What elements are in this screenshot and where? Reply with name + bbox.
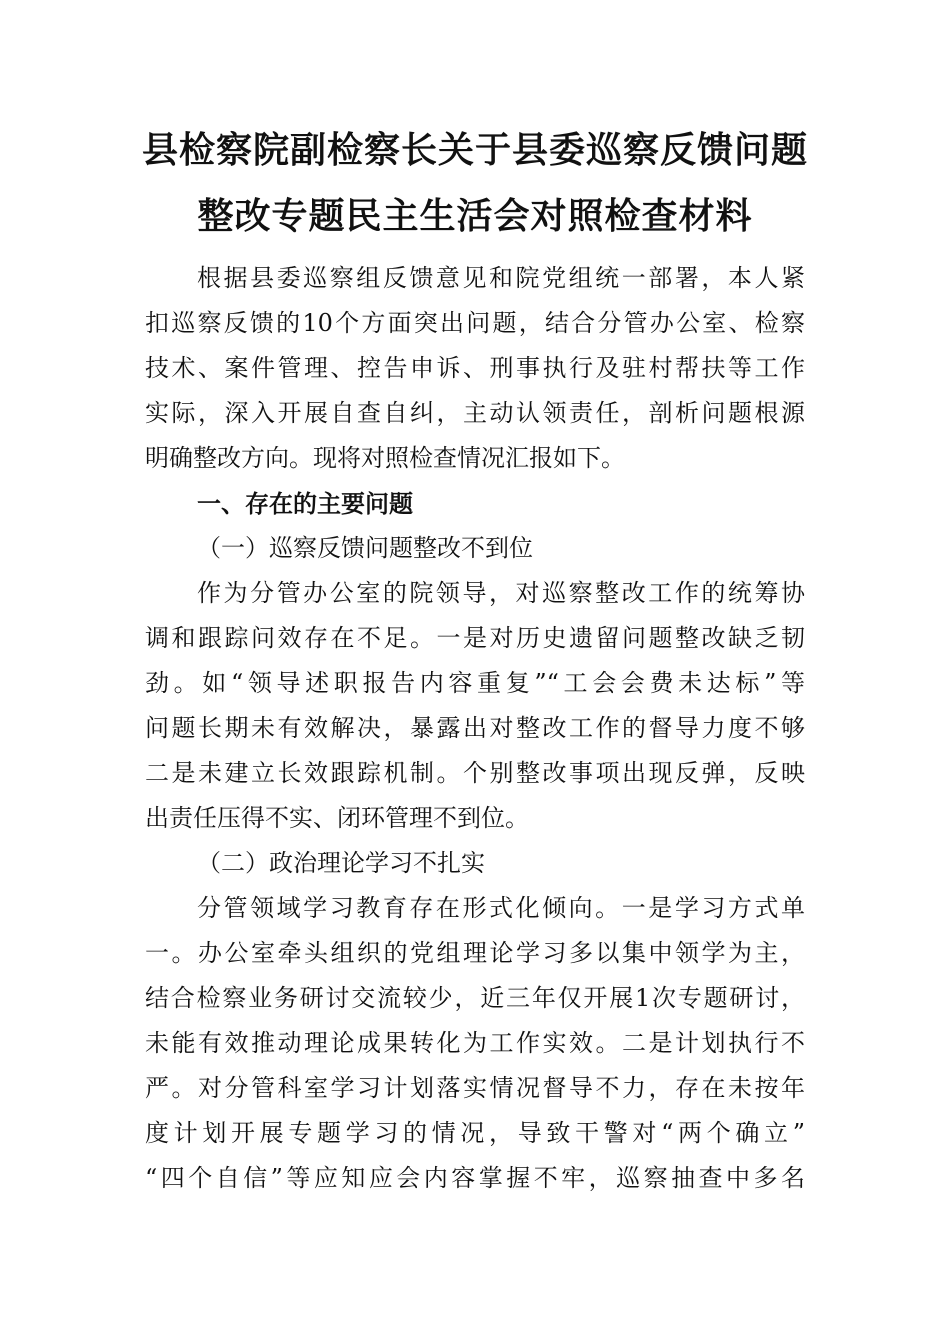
subsection-heading bbox=[145, 526, 805, 571]
text-line: 问题长期未有效解决，暴露出对整改工作的督导力度不够 bbox=[145, 714, 805, 742]
paragraph bbox=[145, 571, 805, 841]
text-line: “四个自信”等应知应会内容掌握不牢，巡察抽查中多名 bbox=[145, 1164, 805, 1192]
text-line: 分管领域学习教育存在形式化倾向。一是学习方式单 bbox=[197, 894, 805, 922]
text-line: 实际，深入开展自查自纠，主动认领责任，剖析问题根源 bbox=[145, 399, 805, 427]
document-body bbox=[145, 256, 805, 1201]
text-line: （一）巡察反馈问题整改不到位 bbox=[197, 534, 533, 562]
text-line: 扣巡察反馈的10个方面突出问题，结合分管办公室、检察 bbox=[145, 309, 805, 337]
document-title-line-2: 整改专题民主生活会对照检查材料 bbox=[197, 195, 753, 237]
text-line: （二）政治理论学习不扎实 bbox=[197, 849, 485, 877]
text-line: 二是未建立长效跟踪机制。个别整改事项出现反弹，反映 bbox=[145, 759, 805, 787]
text-line: 明确整改方向。现将对照检查情况汇报如下。 bbox=[145, 444, 625, 472]
text-line: 严。对分管科室学习计划落实情况督导不力，存在未按年 bbox=[145, 1074, 805, 1102]
paragraph bbox=[145, 886, 805, 1201]
section-heading bbox=[145, 481, 805, 526]
text-line: 未能有效推动理论成果转化为工作实效。二是计划执行不 bbox=[145, 1029, 805, 1057]
text-line: 一、存在的主要问题 bbox=[197, 489, 413, 518]
text-line: 结合检察业务研讨交流较少，近三年仅开展1次专题研讨， bbox=[145, 984, 805, 1012]
text-line: 度计划开展专题学习的情况，导致干警对“两个确立” bbox=[145, 1119, 805, 1147]
paragraph bbox=[145, 256, 805, 481]
text-line: 调和跟踪问效存在不足。一是对历史遗留问题整改缺乏韧 bbox=[145, 624, 805, 652]
document-title-line-1: 县检察院副检察长关于县委巡察反馈问题 bbox=[141, 129, 808, 171]
text-line: 一。办公室牵头组织的党组理论学习多以集中领学为主， bbox=[145, 939, 805, 967]
text-line: 劲。如“领导述职报告内容重复”“工会会费未达标”等 bbox=[145, 669, 805, 697]
text-line: 出责任压得不实、闭环管理不到位。 bbox=[145, 804, 529, 832]
text-line: 技术、案件管理、控告申诉、刑事执行及驻村帮扶等工作 bbox=[145, 354, 805, 382]
text-line: 作为分管办公室的院领导，对巡察整改工作的统筹协 bbox=[197, 579, 805, 607]
text-line: 根据县委巡察组反馈意见和院党组统一部署，本人紧 bbox=[197, 264, 805, 292]
subsection-heading bbox=[145, 841, 805, 886]
